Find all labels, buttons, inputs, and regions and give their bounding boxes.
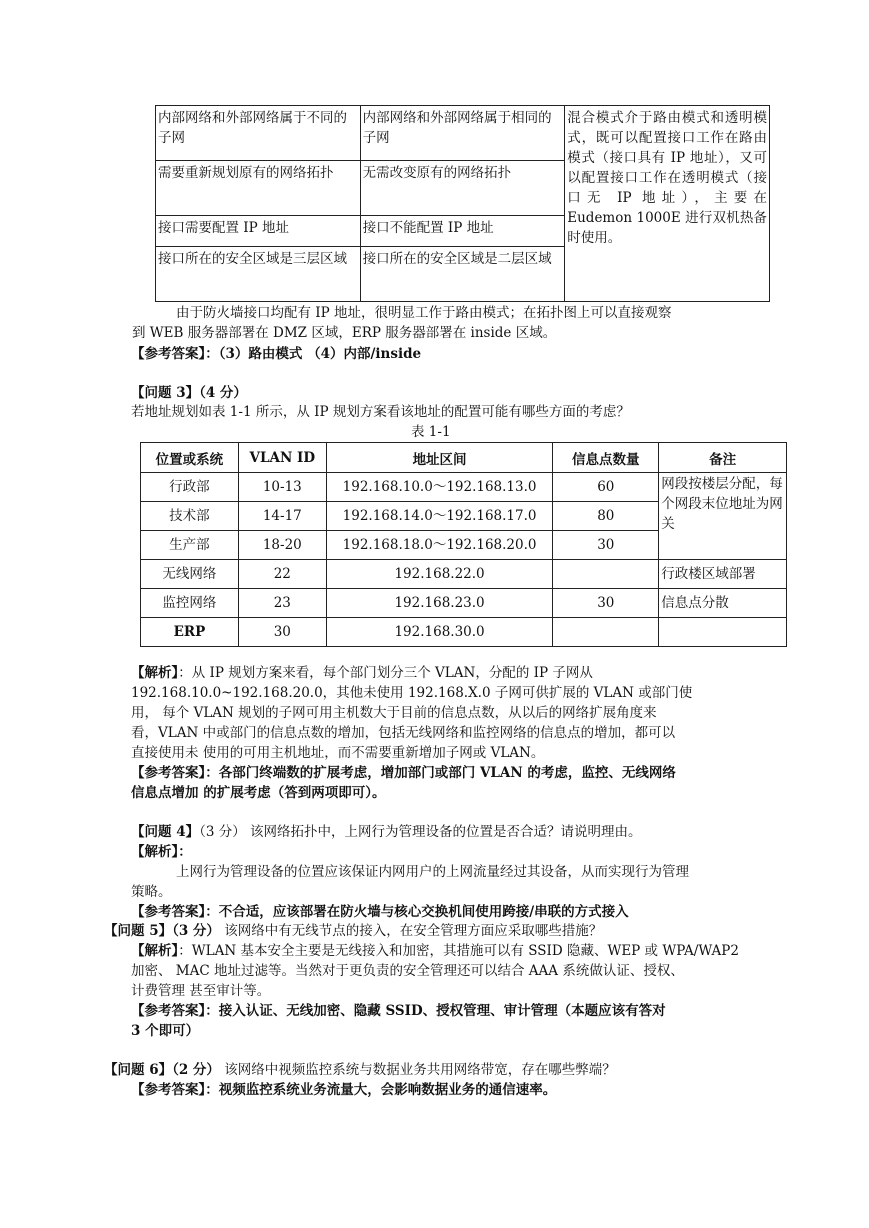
answer-label: 【参考答案】 <box>131 346 206 362</box>
analysis-label: 【解析】： <box>131 844 192 860</box>
column-header: 地址区间 <box>326 443 553 473</box>
table-cell: 192.168.14.0～192.168.17.0 <box>326 502 553 531</box>
table-cell <box>553 560 659 589</box>
answer-line: 【参考答案】：各部门终端数的扩展考虑，增加部门或部门 VLAN 的考虑，监控、无线网络 <box>131 765 676 781</box>
answer-line: 信息点增加 的扩展考虑（答到两项即可）。 <box>131 785 386 801</box>
table-cell: 30 <box>553 589 659 618</box>
analysis-line: 加密、 MAC 地址过滤等。当然对于更负责的安全管理还可以结合 AAA 系统做认证、授权、 <box>131 963 684 979</box>
table-cell: 30 <box>553 531 659 560</box>
answer-line: 【参考答案】：接入认证、无线加密、隐藏 SSID、授权管理、审计管理（本题应该有答对 <box>131 1003 666 1019</box>
table-cell <box>659 618 787 647</box>
table-row <box>141 618 787 647</box>
table-cell: 接口所在的安全区域是三层区域 <box>156 247 361 302</box>
table-cell: ERP <box>141 618 239 647</box>
analysis-line: 策略。 <box>131 884 172 900</box>
table-cell: 需要重新规划原有的网络拓扑 <box>156 161 361 216</box>
question-text: （3 分） 该网络拓扑中，上网行为管理设备的位置是否合适？请说明理由。 <box>199 824 642 840</box>
table-cell: 行政部 <box>141 473 239 502</box>
analysis-line: 看，VLAN 中或部门的信息点数的增加，包括无线网络和监控网络的信息点的增加，都可以 <box>131 725 676 741</box>
question-text: 该网络中有无线节点的接入，在安全管理方面应采取哪些措施？ <box>219 923 603 939</box>
table-row <box>141 560 787 589</box>
table-cell: 14-17 <box>238 502 326 531</box>
note-cell: 信息点分散 <box>659 589 787 618</box>
table-cell <box>553 618 659 647</box>
question-title: 【问题 6】（2 分） <box>104 1062 220 1078</box>
table-cell: 技术部 <box>141 502 239 531</box>
table-cell: 23 <box>238 589 326 618</box>
question-title: 【问题 3】（4 分） <box>131 385 247 401</box>
table-cell: 监控网络 <box>141 589 239 618</box>
table-caption: 表 1-1 <box>411 424 451 440</box>
analysis-text: ：WLAN 基本安全主要是无线接入和加密，其措施可以有 SSID 隐藏、WEP 或 WPA/WAP2 <box>178 943 739 959</box>
table-cell: 192.168.18.0～192.168.20.0 <box>326 531 553 560</box>
analysis-line: 上网行为管理设备的位置应该保证内网用户的上网流量经过其设备，从而实现行为管理 <box>176 864 689 880</box>
mixed-mode-cell: 混合模式介于路由模式和透明模式，既可以配置接口工作在路由模式（接口具有 IP 地址），又可以配置接口工作在透明模式（接口无 IP 地址），主要在 Eudemon 1000E 进行双机热备时使用。 <box>565 106 770 302</box>
answer-text: ：（3）路由模式 （4）内部/inside <box>205 346 422 362</box>
table-cell: 192.168.30.0 <box>326 618 553 647</box>
analysis-line: 192.168.10.0~192.168.20.0，其他未使用 192.168.X.0 子网可供扩展的 VLAN 或部门使 <box>131 685 693 701</box>
question-title: 【问题 4】 <box>131 824 200 840</box>
analysis-line <box>131 942 739 960</box>
question-text: 若地址规划如表 1-1 所示，从 IP 规划方案看该地址的配置可能有哪些方面的考虑？ <box>131 404 630 420</box>
table-cell: 接口不能配置 IP 地址 <box>360 216 565 247</box>
question-text: 该网络中视频监控系统与数据业务共用网络带宽，存在哪些弊端？ <box>219 1062 616 1078</box>
table-cell: 10-13 <box>238 473 326 502</box>
answer-line: 【参考答案】：不合适，应该部署在防火墙与核心交换机间使用跨接/串联的方式接入 <box>131 904 629 920</box>
column-header: VLAN ID <box>238 443 326 473</box>
paragraph-line: 由于防火墙接口均配有 IP 地址，很明显工作于路由模式；在拓扑图上可以直接观察 <box>176 305 672 321</box>
table-cell: 30 <box>238 618 326 647</box>
table-cell: 内部网络和外部网络属于不同的子网 <box>156 106 361 161</box>
table-row <box>141 589 787 618</box>
analysis-line: 直接使用未 使用的可用主机地址，而不需要重新增加子网或 VLAN。 <box>131 745 545 761</box>
analysis-label: 【解析】 <box>131 943 179 959</box>
analysis-line <box>131 664 593 682</box>
table-cell: 80 <box>553 502 659 531</box>
column-header: 备注 <box>659 443 787 473</box>
note-cell: 行政楼区域部署 <box>659 560 787 589</box>
analysis-line: 计费管理 甚至审计等。 <box>131 983 271 999</box>
table-cell: 22 <box>238 560 326 589</box>
question-title: 【问题 5】（3 分） <box>104 923 220 939</box>
table-cell: 无需改变原有的网络拓扑 <box>360 161 565 216</box>
table-cell: 无线网络 <box>141 560 239 589</box>
answer-line: 【参考答案】：视频监控系统业务流量大，会影响数据业务的通信速率。 <box>131 1082 557 1098</box>
ip-plan-table <box>140 442 787 647</box>
analysis-line: 用， 每个 VLAN 规划的子网可用主机数大于目前的信息点数，从以后的网络扩展角度来 <box>131 705 657 721</box>
column-header: 位置或系统 <box>141 443 239 473</box>
table-cell: 生产部 <box>141 531 239 560</box>
question-line <box>104 922 602 940</box>
table-cell: 192.168.10.0～192.168.13.0 <box>326 473 553 502</box>
table-cell: 192.168.23.0 <box>326 589 553 618</box>
table-row <box>141 473 787 502</box>
analysis-text: ：从 IP 规划方案来看，每个部门划分三个 VLAN，分配的 IP 子网从 <box>178 665 593 681</box>
note-cell: 网段按楼层分配，每个网段末位地址为网关 <box>659 473 787 560</box>
question-line <box>104 1061 616 1079</box>
question-line <box>131 823 642 841</box>
table-cell: 内部网络和外部网络属于相同的子网 <box>360 106 565 161</box>
table-cell: 18-20 <box>238 531 326 560</box>
table-cell: 60 <box>553 473 659 502</box>
table-cell: 接口所在的安全区域是二层区域 <box>360 247 565 302</box>
table-cell: 接口需要配置 IP 地址 <box>156 216 361 247</box>
column-header: 信息点数量 <box>553 443 659 473</box>
paragraph-line: 到 WEB 服务器部署在 DMZ 区域，ERP 服务器部署在 inside 区域。 <box>132 325 557 341</box>
table-cell: 192.168.22.0 <box>326 560 553 589</box>
analysis-label: 【解析】 <box>131 665 179 681</box>
answer-line <box>131 345 421 363</box>
firewall-mode-table <box>155 105 770 302</box>
answer-line: 3 个即可） <box>131 1023 200 1039</box>
